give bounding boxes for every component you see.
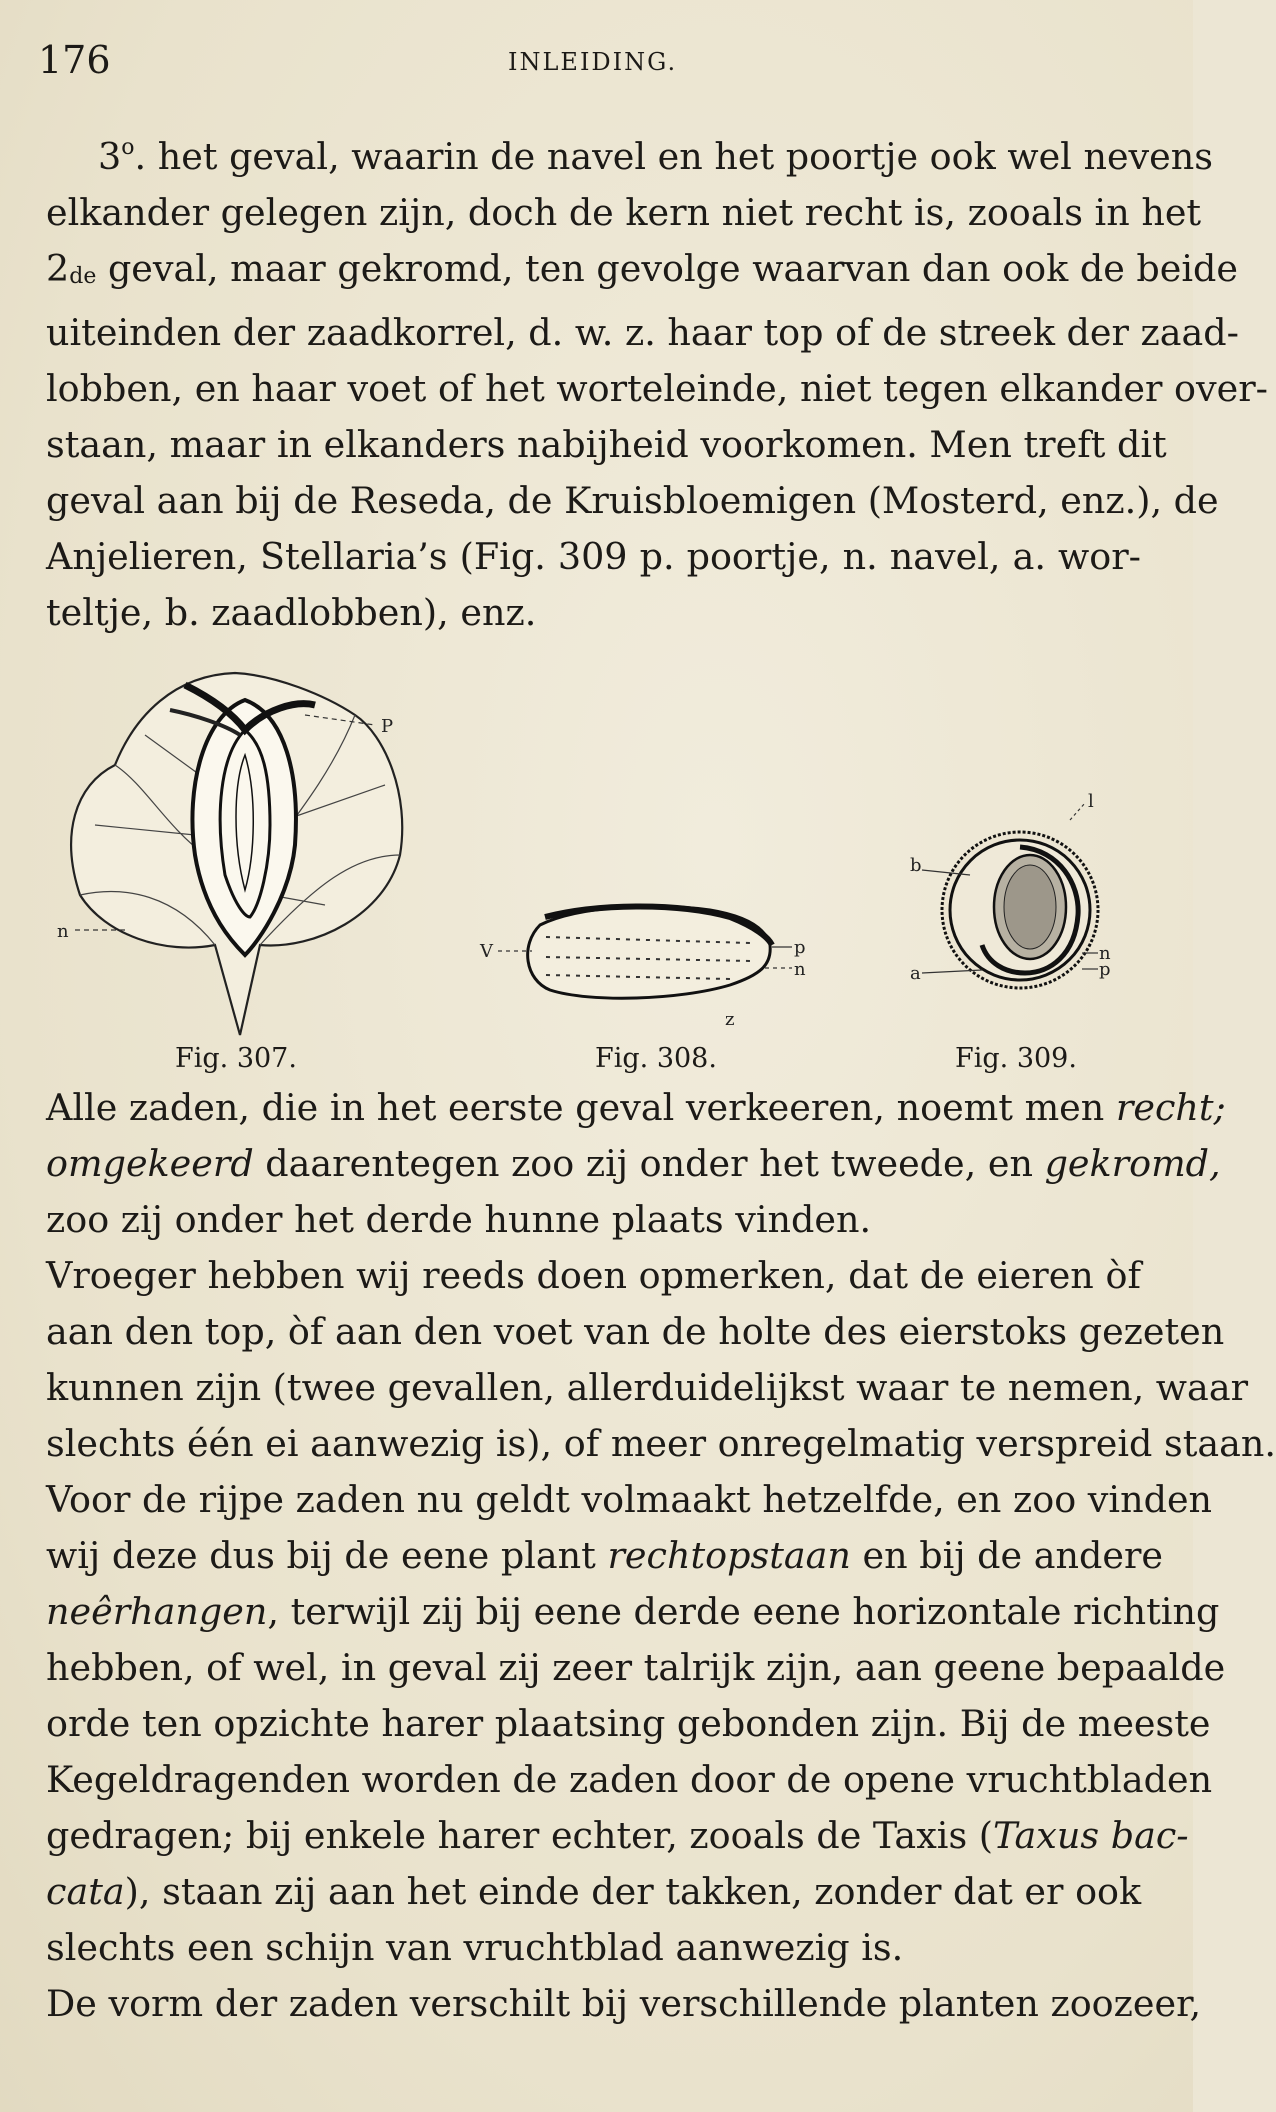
- page-header: [38, 38, 1153, 88]
- text-line: geval aan bij de Reseda, de Kruisbloemigen (Mosterd, enz.), de: [46, 479, 1219, 522]
- text-line: $2_{de}$ geval, maar gekromd, ten gevolge waarvan dan ook de beide: [46, 247, 1239, 290]
- text-line: omgekeerd daarentegen zoo zij onder het tweede, en gekromd,: [46, 1142, 1221, 1185]
- text-line: cata), staan zij aan het einde der takken, zonder dat er ook: [46, 1870, 1142, 1913]
- label-n: n: [794, 959, 806, 980]
- text-line: slechts een schijn van vruchtblad aanwezig is.: [46, 1926, 904, 1969]
- text-line: kunnen zijn (twee gevallen, allerduidelijkst waar te nemen, waar: [46, 1366, 1249, 1409]
- text-line: neêrhangen, terwijl zij bij eene derde eene horizontale richting: [46, 1590, 1220, 1633]
- seed-illustration-307: [55, 655, 415, 1045]
- text-line: Voor de rijpe zaden nu geldt volmaakt hetzelfde, en zoo vinden: [46, 1478, 1213, 1521]
- label-n: n: [57, 921, 69, 942]
- label-a: a: [910, 963, 921, 984]
- text-line: lobben, en haar voet of het worteleinde, niet tegen elkander over-: [46, 367, 1269, 410]
- text-line: uiteinden der zaadkorrel, d. w. z. haar top of de streek der zaad-: [46, 311, 1240, 354]
- label-b: b: [910, 855, 922, 876]
- figure-row: [0, 655, 1193, 1075]
- figure-caption: Fig. 308.: [595, 1043, 717, 1074]
- page-number: 176: [38, 38, 111, 82]
- figure-caption: Fig. 307.: [175, 1043, 297, 1074]
- text-line: orde ten opzichte harer plaatsing gebonden zijn. Bij de meeste: [46, 1702, 1211, 1745]
- text-line: De vorm der zaden verschilt bij verschillende planten zoozeer,: [46, 1982, 1202, 2025]
- paragraph-seed-positions: [46, 1080, 1276, 2032]
- text-line: Kegeldragenden worden de zaden door de opene vruchtbladen: [46, 1758, 1213, 1801]
- label-p: P: [381, 716, 394, 737]
- text-line: Alle zaden, die in het eerste geval verkeeren, noemt men recht;: [46, 1086, 1226, 1129]
- text-line: wij deze dus bij de eene plant rechtopstaan en bij de andere: [46, 1534, 1164, 1577]
- text-line: slechts één ei aanwezig is), of meer onregelmatig verspreid staan.: [46, 1422, 1276, 1465]
- text-line: Anjelieren, Stellaria’s (Fig. 309 p. poortje, n. navel, a. wor-: [46, 535, 1141, 578]
- figure-caption: Fig. 309.: [955, 1043, 1077, 1074]
- seed-illustration-309: [910, 791, 1111, 1025]
- paragraph-case-3: [46, 120, 1269, 641]
- text-line: staan, maar in elkanders nabijheid voorkomen. Men treft dit: [46, 423, 1167, 466]
- text-line: teltje, b. zaadlobben), enz.: [46, 591, 537, 634]
- label-p: p: [1099, 959, 1111, 980]
- text-line: zoo zij onder het derde hunne plaats vinden.: [46, 1198, 872, 1241]
- label-v: V: [480, 941, 493, 962]
- seed-illustration-308: [480, 875, 810, 1035]
- label-p: p: [794, 937, 806, 958]
- text-line: elkander gelegen zijn, doch de kern niet recht is, zooals in het: [46, 191, 1202, 234]
- text-line: aan den top, òf aan den voet van de holte des eierstoks gezeten: [46, 1310, 1225, 1353]
- running-head: INLEIDING.: [508, 48, 678, 76]
- text-line: 3$^o$. het geval, waarin de navel en het poortje ook wel nevens: [98, 135, 1214, 178]
- text-line: Vroeger hebben wij reeds doen opmerken, dat de eieren òf: [46, 1254, 1141, 1297]
- label-z: z: [725, 1009, 735, 1030]
- label-n: n: [1099, 943, 1111, 964]
- text-line: hebben, of wel, in geval zij zeer talrijk zijn, aan geene bepaalde: [46, 1646, 1226, 1689]
- text-line: gedragen; bij enkele harer echter, zooals de Taxis (Taxus bac-: [46, 1814, 1189, 1857]
- label-l: l: [1088, 791, 1094, 812]
